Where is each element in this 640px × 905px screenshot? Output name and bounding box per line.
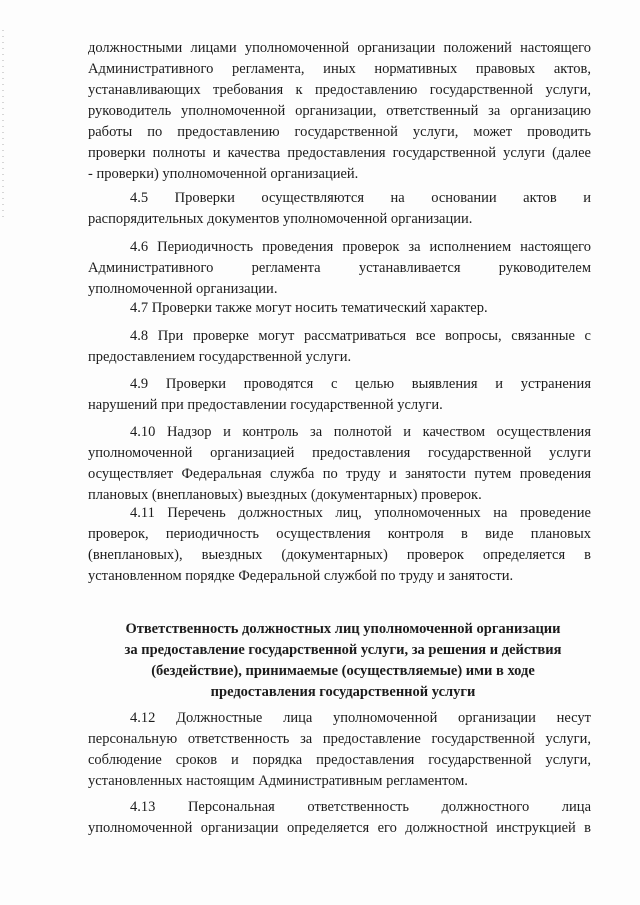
text-line: (внеплановых), выездных (документарных) проверок определяется в <box>88 547 591 563</box>
heading-line: Ответственность должностных лиц уполномоченной организации <box>125 621 561 637</box>
text-line: руководитель уполномоченной организации, ответственный за организацию <box>88 103 591 119</box>
paragraph-4-12 <box>88 708 591 792</box>
section-heading <box>108 619 578 703</box>
text-line: уполномоченной организацией предоставления государственной услуги <box>88 445 591 461</box>
paragraph-4-10 <box>88 422 591 506</box>
text-line: уполномоченной организации. <box>88 281 278 297</box>
text-line: 4.12 Должностные лица уполномоченной организации несут <box>130 710 591 726</box>
paragraph-4-9 <box>88 374 591 416</box>
text-line: плановых (внеплановых) выездных (документарных) проверок. <box>88 487 482 503</box>
text-line: проверки полноты и качества предоставления государственной услуги (далее <box>88 145 591 161</box>
text-line: 4.5 Проверки осуществляются на основании актов и <box>130 190 591 206</box>
paragraph-4-11 <box>88 503 591 587</box>
text-line: работы по предоставлению государственной услуги, может проводить <box>88 124 591 140</box>
text-line: 4.9 Проверки проводятся с целью выявления и устранения <box>130 376 591 392</box>
paragraph-4-8 <box>88 326 591 368</box>
text-line: - проверки) уполномоченной организацией. <box>88 166 359 182</box>
heading-line: (бездействие), принимаемые (осуществляемые) ими в ходе <box>151 663 535 679</box>
text-line: персональную ответственность за предоставление государственной услуги, <box>88 731 591 747</box>
text-line: распорядительных документов уполномоченной организации. <box>88 211 473 227</box>
text-line: 4.7 Проверки также могут носить тематический характер. <box>130 300 488 316</box>
text-line: установленном порядке Федеральной службой по труду и занятости. <box>88 568 514 584</box>
scan-edge-artifact <box>2 30 4 220</box>
text-line: соблюдение сроков и порядка предоставления государственной услуги, <box>88 752 591 768</box>
text-line: 4.8 При проверке могут рассматриваться все вопросы, связанные с <box>130 328 591 344</box>
text-line: проверок, периодичность осуществления контроля в виде плановых <box>88 526 591 542</box>
text-line: нарушений при предоставлении государственной услуги. <box>88 397 443 413</box>
text-line: предоставлением государственной услуги. <box>88 349 352 365</box>
text-line: 4.10 Надзор и контроль за полнотой и качеством осуществления <box>130 424 591 440</box>
text-line: 4.6 Периодичность проведения проверок за исполнением настоящего <box>130 239 591 255</box>
text-line: Административного регламента устанавливается руководителем <box>88 260 591 276</box>
text-line: уполномоченной организации определяется его должностной инструкцией в <box>88 820 591 836</box>
text-line: 4.13 Персональная ответственность должностного лица <box>130 799 591 815</box>
text-line: Административного регламента, иных нормативных правовых актов, <box>88 61 591 77</box>
paragraph-4-5 <box>88 188 591 230</box>
paragraph-continuation <box>88 38 591 185</box>
text-line: должностными лицами уполномоченной организации положений настоящего <box>88 40 591 56</box>
text-line: осуществляет Федеральная служба по труду и занятости путем проведения <box>88 466 591 482</box>
text-line: устанавливающих требования к предоставлению государственной услуги, <box>88 82 591 98</box>
paragraph-4-7 <box>88 298 591 319</box>
text-line: 4.11 Перечень должностных лиц, уполномоченных на проведение <box>130 505 591 521</box>
heading-line: за предоставление государственной услуги, за решения и действия <box>124 642 562 658</box>
paragraph-4-6 <box>88 237 591 300</box>
text-line: установленных настоящим Административным регламентом. <box>88 773 468 789</box>
paragraph-4-13 <box>88 797 591 839</box>
heading-line: предоставления государственной услуги <box>210 684 476 700</box>
